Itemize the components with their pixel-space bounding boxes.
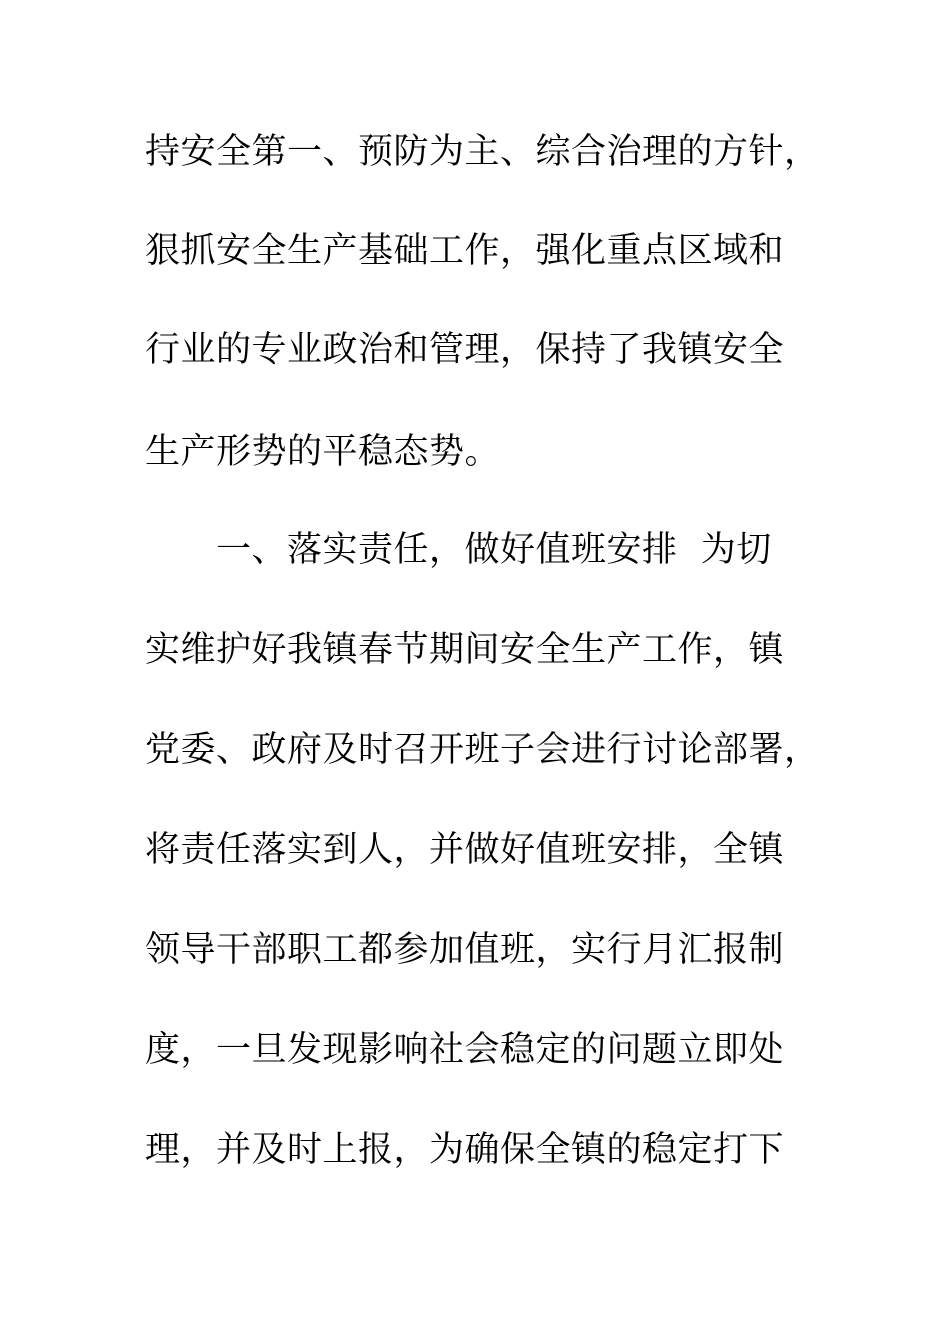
text-line-1: 持安全第一、预防为主、综合治理的方针， <box>145 132 820 172</box>
text-line-6: 实维护好我镇春节期间安全生产工作，镇 <box>145 630 785 670</box>
text-line-4: 生产形势的平稳态势。 <box>145 432 501 472</box>
text-line-7: 党委、政府及时召开班子会进行讨论部署， <box>145 730 820 770</box>
text-line-8: 将责任落实到人，并做好值班安排，全镇 <box>145 830 785 870</box>
text-line-9: 领导干部职工都参加值班，实行月汇报制 <box>145 930 785 970</box>
text-line-3: 行业的专业政治和管理，保持了我镇安全 <box>145 330 785 370</box>
text-line-2: 狠抓安全生产基础工作，强化重点区域和 <box>145 231 785 271</box>
text-line-10: 度，一旦发现影响社会稳定的问题立即处 <box>145 1030 785 1070</box>
section-heading-line: 一、落实责任，做好值班安排 为切 <box>145 530 772 570</box>
text-line-11: 理，并及时上报，为确保全镇的稳定打下 <box>145 1130 785 1170</box>
